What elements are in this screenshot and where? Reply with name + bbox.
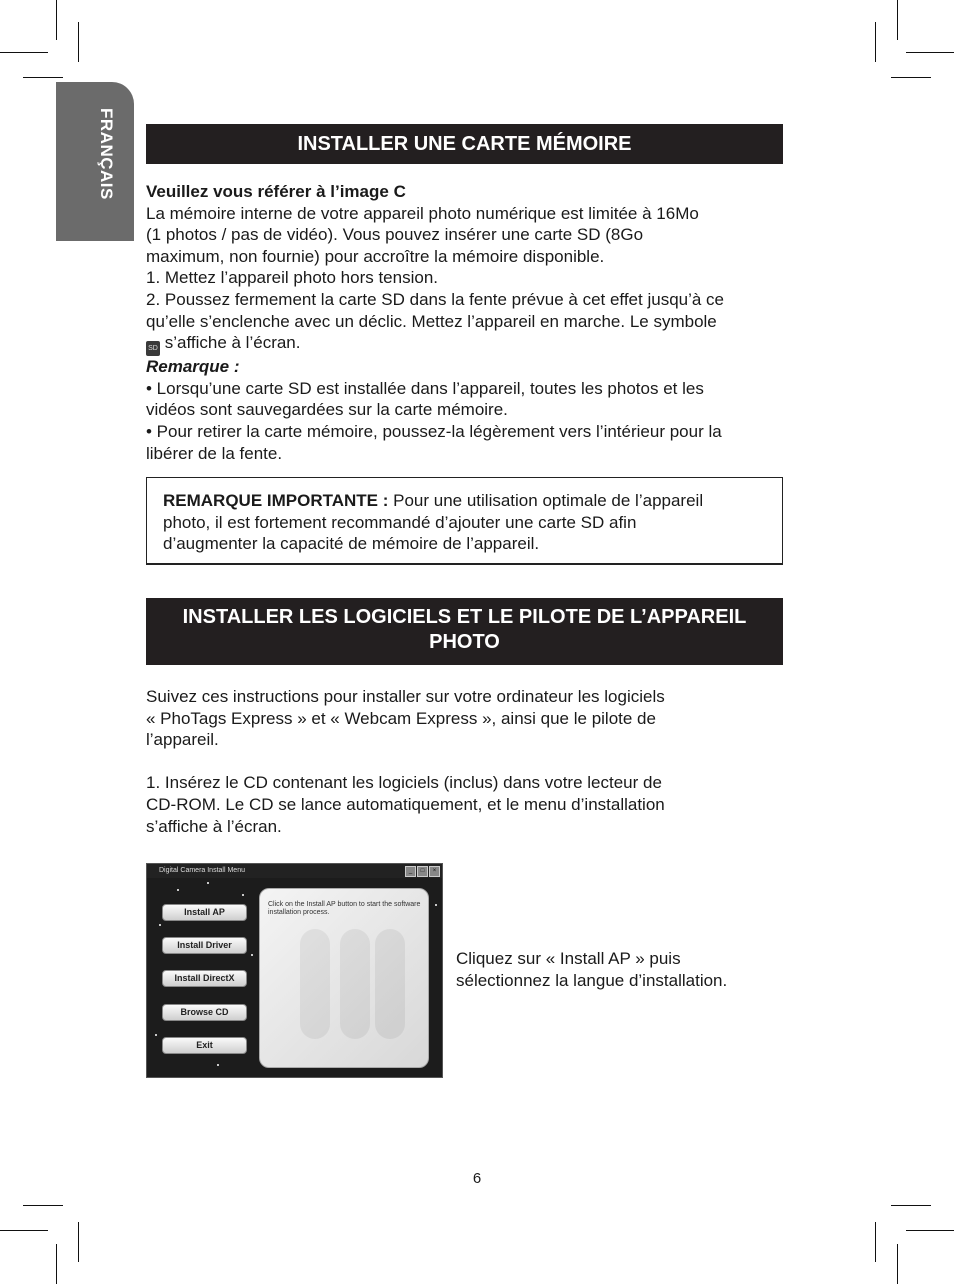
text-line: qu’elle s’enclenche avec un déclic. Mettez l’appareil en marche. Le symbole (146, 311, 717, 331)
sd-symbol-line (146, 332, 786, 356)
crop-mark (0, 1230, 48, 1231)
section-title-software (146, 598, 783, 665)
text-line: (1 photos / pas de vidéo). Vous pouvez insérer une carte SD (8Go (146, 225, 644, 245)
crop-mark (0, 52, 48, 53)
text-line: La mémoire interne de votre appareil photo numérique est limitée à 16Mo (146, 203, 699, 223)
crop-mark (23, 77, 63, 78)
text-line: 1. Insérez le CD contenant les logiciels (inclus) dans votre lecteur de (146, 773, 662, 793)
star-decoration (242, 894, 244, 896)
star-decoration (155, 1034, 157, 1036)
spacer (146, 751, 786, 773)
text-line: 2. Poussez fermement la carte SD dans la fente prévue à cet effet jusqu’à ce (146, 289, 725, 309)
panel-decoration (300, 929, 330, 1039)
install-directx-button[interactable]: Install DirectX (162, 970, 247, 987)
text-line: maximum, non fournie) pour accroître la mémoire disponible. (146, 246, 605, 266)
installer-title: Digital Camera Install Menu (159, 867, 245, 874)
installer-title-bar (147, 864, 442, 878)
star-decoration (159, 924, 161, 926)
text-line: l’appareil. (146, 730, 219, 750)
install-ap-button[interactable]: Install AP (162, 904, 247, 921)
install-driver-button[interactable]: Install Driver (162, 937, 247, 954)
important-note-text: Pour une utilisation optimale de l’appareil (388, 491, 704, 510)
text-line: Suivez ces instructions pour installer sur votre ordinateur les logiciels (146, 687, 665, 706)
screenshot-caption (456, 948, 776, 991)
crop-mark (56, 1244, 57, 1284)
software-instructions (146, 686, 786, 837)
remark-line: • Pour retirer la carte mémoire, poussez-la légèrement vers l’intérieur pour la (146, 421, 722, 441)
exit-button[interactable]: Exit (162, 1037, 247, 1054)
important-note-text: d’augmenter la capacité de mémoire de l’appareil. (163, 534, 540, 554)
star-decoration (435, 904, 437, 906)
remark-line: libérer de la fente. (146, 443, 283, 463)
crop-mark (906, 52, 954, 53)
caption-line: sélectionnez la langue d’installation. (456, 970, 728, 990)
crop-mark (23, 1205, 63, 1206)
installer-screenshot (146, 863, 443, 1078)
browse-cd-button[interactable]: Browse CD (162, 1004, 247, 1021)
language-tab (56, 82, 134, 241)
star-decoration (217, 1064, 219, 1066)
important-note-label: REMARQUE IMPORTANTE : (163, 491, 389, 510)
section-title-line: INSTALLER LES LOGICIELS ET LE PILOTE DE L’APPAREIL (182, 606, 747, 628)
star-decoration (207, 882, 209, 884)
minimize-icon[interactable]: _ (405, 866, 416, 877)
important-note-box (146, 477, 783, 565)
info-panel-text: Click on the Install AP button to start the software installation process. (268, 901, 421, 916)
close-icon[interactable]: × (429, 866, 440, 877)
crop-mark (875, 1222, 876, 1262)
crop-mark (897, 1244, 898, 1284)
crop-mark (78, 1222, 79, 1262)
page-number: 6 (472, 1170, 482, 1187)
remark-line: vidéos sont sauvegardées sur la carte mémoire. (146, 400, 508, 420)
star-decoration (251, 954, 253, 956)
crop-mark (78, 22, 79, 62)
crop-mark (906, 1230, 954, 1231)
text-line: s’affiche à l’écran. (160, 333, 301, 353)
remark-line: • Lorsqu’une carte SD est installée dans l’appareil, toutes les photos et les (146, 378, 704, 398)
caption-line: Cliquez sur « Install AP » puis (456, 949, 681, 968)
sd-card-icon: SD (146, 341, 160, 356)
section-title-memory-card: INSTALLER UNE CARTE MÉMOIRE (146, 124, 783, 164)
text-line: s’affiche à l’écran. (146, 816, 282, 836)
crop-mark (891, 1205, 931, 1206)
crop-mark (56, 0, 57, 40)
intro-bold: Veuillez vous référer à l’image C (146, 182, 406, 201)
maximize-icon[interactable]: □ (417, 866, 428, 877)
language-tab-label: FRANÇAIS (97, 108, 116, 200)
section-title-line: PHOTO (429, 631, 500, 653)
text-line: CD-ROM. Le CD se lance automatiquement, et le menu d’installation (146, 794, 665, 814)
important-note-text: photo, il est fortement recommandé d’ajouter une carte SD afin (163, 512, 637, 532)
crop-mark (875, 22, 876, 62)
remark-label: Remarque : (146, 357, 240, 377)
panel-decoration (375, 929, 405, 1039)
info-panel (259, 888, 429, 1068)
crop-mark (897, 0, 898, 40)
crop-mark (891, 77, 931, 78)
text-line: 1. Mettez l’appareil photo hors tension. (146, 268, 439, 288)
memory-card-instructions (146, 181, 786, 464)
panel-decoration (340, 929, 370, 1039)
text-line: « PhoTags Express » et « Webcam Express », ainsi que le pilote de (146, 708, 656, 728)
window-controls (405, 866, 440, 877)
star-decoration (177, 889, 179, 891)
